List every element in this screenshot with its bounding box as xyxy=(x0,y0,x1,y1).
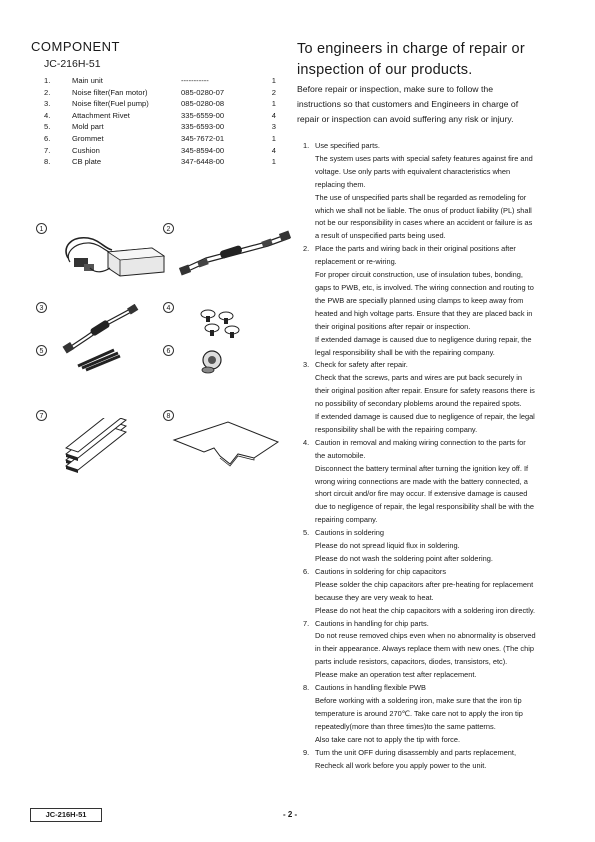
mold-part-illustration xyxy=(74,346,122,372)
note-number: 5. xyxy=(303,528,310,538)
cushion-illustration xyxy=(62,418,132,474)
part-name: Noise filter(Fuel pump) xyxy=(72,99,149,109)
footer-model-box: JC-216H-51 xyxy=(30,808,102,822)
figure-label-2: 2 xyxy=(163,223,174,234)
note-paragraph: Turn the unit OFF during disassembly and parts replacement, Recheck all work before you apply power to the unit. xyxy=(315,747,517,770)
part-name: CB plate xyxy=(72,157,102,167)
part-qty: 4 xyxy=(271,145,276,155)
note-paragraph: Please solder the chip capacitors after pre-heating for replacement because they are very weak to heat. xyxy=(315,579,534,602)
parts-row xyxy=(44,110,276,122)
parts-row xyxy=(44,133,276,145)
note-number: 2. xyxy=(303,244,310,254)
engineers-title-line-2: inspection of our products. xyxy=(297,62,473,78)
safety-note xyxy=(303,618,536,683)
note-paragraph: Check that the screws, parts and wires are put back securely in their original position after repair. Ensure for safety reasons there is no possibility of secondary ploblems around the repaired spots. xyxy=(315,373,535,409)
figure-label-7: 7 xyxy=(36,410,47,421)
note-paragraph: Use specified parts. xyxy=(315,141,380,150)
part-qty: 4 xyxy=(271,110,276,120)
note-paragraph: If extended damage is caused due to negligence during repair, the legal responsibility shall be with the repairing company. xyxy=(315,334,532,357)
note-paragraph: The use of unspecified parts shall be regarded as remodeling for which we shall not be liable. The onus of product liability (PL) shall not be our responsibility in cases where an accident or failure is as a result of unspecified parts being used. xyxy=(315,192,533,241)
note-number: 8. xyxy=(303,683,310,693)
figure-label-4: 4 xyxy=(163,302,174,313)
note-paragraph: Do not reuse removed chips even when no abnormality is observed in their appearance. Always replace them with new ones. (The chip parts include resistors, capacitors, diodes, transistors, etc). xyxy=(315,631,536,667)
note-paragraph: Place the parts and wiring back in their original positions after replacement or re-wiring. xyxy=(315,244,516,267)
part-number: 6. xyxy=(44,133,51,143)
component-heading: COMPONENT xyxy=(31,39,120,54)
part-number: 7. xyxy=(44,145,51,155)
note-paragraph: For proper circuit construction, use of insulation tubes, bonding, gaps to PWB, etc, is involved. The wiring connection and routing to the PWB are specially planned using clamps to keep away from heated and high voltage parts. Ensure that they are placed back in their original positions after repair or inspection. xyxy=(315,270,534,331)
note-number: 4. xyxy=(303,437,310,447)
note-paragraph: Cautions in soldering xyxy=(315,528,385,538)
part-code: ----------- xyxy=(181,76,209,85)
part-number: 2. xyxy=(44,87,51,97)
note-paragraph: Please do not wash the soldering point after soldering. xyxy=(315,554,493,563)
safety-note xyxy=(303,747,536,773)
main-unit-illustration xyxy=(60,228,170,284)
part-qty: 1 xyxy=(271,133,276,143)
safety-note xyxy=(303,359,536,436)
parts-list xyxy=(44,75,276,168)
cb-plate-illustration xyxy=(170,418,282,468)
part-qty: 2 xyxy=(271,87,276,97)
part-code: 347-6448-00 xyxy=(181,157,225,167)
note-number: 3. xyxy=(303,360,310,370)
note-number: 9. xyxy=(303,747,310,757)
engineers-title-line-1: To engineers in charge of repair or xyxy=(297,41,525,57)
engineers-intro: Before repair or inspection, make sure to follow the instructions so that customers and Engineers in charge of repair or inspection can avoid suffering any risk or injury. xyxy=(297,84,519,125)
note-paragraph: Check for safety after repair. xyxy=(315,360,408,370)
parts-row xyxy=(44,75,276,87)
note-paragraph: Also take care not to apply the tip with force. xyxy=(315,734,461,744)
component-model: JC-216H-51 xyxy=(44,58,101,70)
safety-note xyxy=(303,566,536,618)
attachment-rivet-illustration xyxy=(196,306,246,340)
part-number: 5. xyxy=(44,122,51,132)
part-code: 345-7672-01 xyxy=(181,133,225,143)
part-qty: 1 xyxy=(271,99,276,109)
part-name: Mold part xyxy=(72,122,104,132)
note-paragraph: Please make an operation test after replacement. xyxy=(315,670,477,680)
figure-label-6: 6 xyxy=(163,345,174,356)
safety-note xyxy=(303,243,536,359)
note-paragraph: Cautions in handling for chip parts. xyxy=(315,618,429,628)
note-paragraph: If extended damage is caused due to negligence of repair, the legal responsibility shall be with the repairing company. xyxy=(315,412,535,434)
note-paragraph: Please do not spread liquid flux in soldering. xyxy=(315,541,460,551)
safety-note xyxy=(303,140,536,243)
safety-note xyxy=(303,682,536,747)
part-code: 335-6593-00 xyxy=(181,122,225,132)
parts-row xyxy=(44,145,276,157)
part-qty: 1 xyxy=(271,157,276,167)
note-paragraph: The system uses parts with special safety features against fire and voltage. Use only parts with equivalent characteristics when replacing them. xyxy=(315,153,533,189)
part-qty: 1 xyxy=(271,76,276,85)
part-qty: 3 xyxy=(271,122,276,132)
figure-label-1: 1 xyxy=(36,223,47,234)
part-name: Attachment Rivet xyxy=(72,110,130,120)
part-number: 3. xyxy=(44,99,51,109)
figure-label-8: 8 xyxy=(163,410,174,421)
parts-row xyxy=(44,98,276,110)
parts-row xyxy=(44,156,276,168)
note-paragraph: Disconnect the battery terminal after turning the ignition key off. If wrong wiring connections are made with the battery connected, a short circuit and/or fire may occur. If extensive damage is caused due to negligence of repair, the legal responsibility shall be with the repairing company. xyxy=(315,463,534,525)
part-name: Noise filter(Fan motor) xyxy=(72,87,148,97)
part-number: 4. xyxy=(44,110,51,120)
figure-label-3: 3 xyxy=(36,302,47,313)
part-name: Grommet xyxy=(72,133,104,143)
page-number: - 2 - xyxy=(283,810,298,819)
note-number: 6. xyxy=(303,566,310,576)
note-paragraph: Caution in removal and making wiring connection to the parts for the automobile. xyxy=(315,437,526,460)
figure-label-5: 5 xyxy=(36,345,47,356)
parts-row xyxy=(44,87,276,99)
note-paragraph: Cautions in handling flexible PWB xyxy=(315,683,426,693)
engineers-title xyxy=(297,39,547,81)
grommet-illustration xyxy=(198,348,224,376)
part-name: Cushion xyxy=(72,145,100,155)
part-number: 8. xyxy=(44,157,51,167)
part-code: 085-0280-08 xyxy=(181,99,225,109)
part-number: 1. xyxy=(44,76,51,85)
note-number: 1. xyxy=(303,141,310,150)
safety-notes-list xyxy=(303,140,536,772)
note-paragraph: Before working with a soldering iron, make sure that the iron tip temperature is around 270℃. Take care not to apply the iron tip repeatedly(more than three times)to the same patterns. xyxy=(315,695,523,731)
safety-note xyxy=(303,527,536,566)
part-name: Main unit xyxy=(72,76,103,85)
parts-row xyxy=(44,121,276,133)
note-paragraph: Please do not heat the chip capacitors with a soldering iron directly. xyxy=(315,605,536,615)
safety-note xyxy=(303,437,536,527)
noise-filter-fan-illustration xyxy=(176,228,296,278)
note-number: 7. xyxy=(303,618,310,628)
part-code: 085-0280-07 xyxy=(181,87,225,97)
part-code: 335-6559-00 xyxy=(181,110,225,120)
note-paragraph: Cautions in soldering for chip capacitors xyxy=(315,566,447,576)
part-code: 345-8594-00 xyxy=(181,145,225,155)
